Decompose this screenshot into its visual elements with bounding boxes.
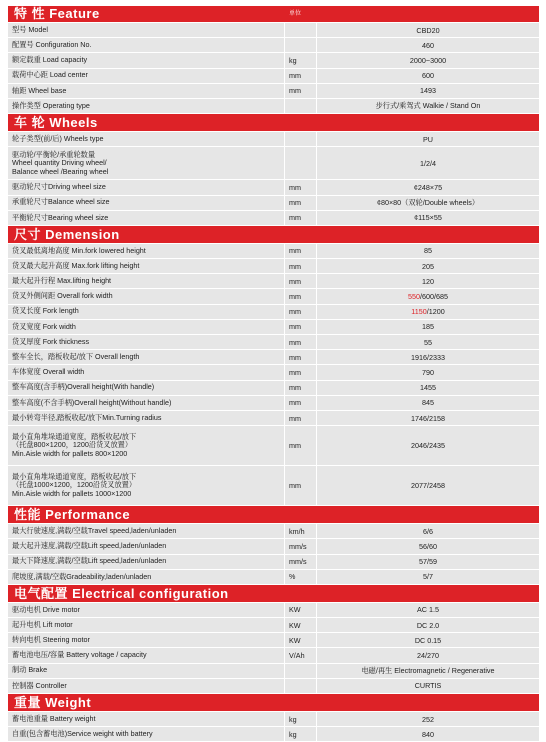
spec-value: 1916/2333 — [316, 350, 539, 364]
spec-value: 55 — [316, 335, 539, 349]
spec-row — [8, 603, 539, 617]
spec-value: 6/6 — [316, 524, 539, 538]
spec-row — [8, 84, 539, 98]
highlight-value: 550 — [408, 292, 420, 302]
spec-row — [8, 53, 539, 67]
spec-label: 最小直角堆垛通道宽度，踏板收起/放下 （托盘800×1200，1200沿货叉放置） Min.Aisle width for pallets 800×1200 — [12, 431, 137, 458]
spec-label: 最大行驶速度,满载/空载Travel speed,laden/unladen — [12, 525, 177, 535]
spec-value: 845 — [316, 396, 539, 410]
spec-row — [8, 727, 539, 741]
section-title: 特 性 Feature — [14, 6, 100, 21]
spec-unit: V/Ah — [284, 648, 316, 662]
spec-row — [8, 570, 539, 584]
spec-unit: kg — [284, 53, 316, 67]
spec-unit — [284, 23, 316, 37]
spec-label: 控制器 Controller — [12, 680, 67, 690]
section-header — [8, 114, 539, 131]
spec-row — [8, 244, 539, 258]
spec-value: 56/60 — [316, 539, 539, 553]
spec-unit: % — [284, 570, 316, 584]
spec-label: 最小转弯半径,踏板收起/放下Min.Turning radius — [12, 412, 162, 422]
spec-label: 自重(包含蓄电池)Service weight with battery — [12, 729, 153, 739]
spec-unit: mm — [284, 196, 316, 210]
spec-value: 85 — [316, 244, 539, 258]
spec-row — [8, 648, 539, 662]
spec-sheet — [8, 6, 539, 742]
spec-unit: mm — [284, 411, 316, 425]
spec-unit: mm — [284, 335, 316, 349]
spec-unit: mm — [284, 320, 316, 334]
section-header — [8, 694, 539, 711]
spec-unit: mm — [284, 381, 316, 395]
spec-unit: mm — [284, 180, 316, 194]
highlight-value: 1150 — [411, 307, 427, 317]
spec-value: 1455 — [316, 381, 539, 395]
spec-unit: mm — [284, 305, 316, 319]
spec-label: 爬坡度,满载/空载Gradeability,laden/unladen — [12, 571, 152, 581]
spec-row — [8, 350, 539, 364]
spec-value: 120 — [316, 274, 539, 288]
spec-label: 货叉最大起升高度 Max.fork lifting height — [12, 260, 140, 270]
spec-value: 57/59 — [316, 555, 539, 569]
spec-label: 载荷中心距 Load center — [12, 70, 88, 80]
spec-label: 平衡轮尺寸Bearing wheel size — [12, 212, 109, 222]
spec-value: ¢80×80（双轮/Double wheels） — [316, 196, 539, 210]
spec-value: 550 /600/685 — [316, 289, 539, 303]
spec-row — [8, 320, 539, 334]
spec-value: 460 — [316, 38, 539, 52]
section-title: 性能 Performance — [14, 507, 131, 523]
spec-unit: mm/s — [284, 539, 316, 553]
spec-unit: mm — [284, 244, 316, 258]
spec-unit: mm — [284, 289, 316, 303]
spec-label: 型号 Model — [12, 24, 48, 34]
spec-value: 790 — [316, 365, 539, 379]
spec-label: 最大起升速度,满载/空载Lift speed,laden/unladen — [12, 541, 167, 551]
spec-label: 车体宽度 Overall width — [12, 367, 85, 377]
spec-value: DC 0.15 — [316, 633, 539, 647]
spec-label: 最大起升行程 Max.lifting height — [12, 276, 112, 286]
section-header — [8, 6, 539, 22]
spec-row — [8, 381, 539, 395]
spec-row — [8, 633, 539, 647]
spec-unit — [284, 132, 316, 146]
spec-value: 1150 /1200 — [316, 305, 539, 319]
spec-row — [8, 305, 539, 319]
section-header — [8, 506, 539, 523]
spec-value: 185 — [316, 320, 539, 334]
spec-value: 24/270 — [316, 648, 539, 662]
spec-label: 货叉厚度 Fork thickness — [12, 336, 90, 346]
spec-value: DC 2.0 — [316, 618, 539, 632]
spec-value: 电磁/再生 Electromagnetic / Regenerative — [316, 664, 539, 678]
unit-column-header: 单位 — [289, 11, 302, 17]
spec-row — [8, 365, 539, 379]
spec-label: 整车高度(含手柄)Overall height(With handle) — [12, 382, 155, 392]
spec-value: 1746/2158 — [316, 411, 539, 425]
spec-row — [8, 196, 539, 210]
spec-unit: kg — [284, 712, 316, 726]
spec-label: 蓄电池重量 Battery weight — [12, 713, 96, 723]
spec-value: AC 1.5 — [316, 603, 539, 617]
spec-unit: mm — [284, 211, 316, 225]
spec-row — [8, 555, 539, 569]
spec-unit: mm — [284, 396, 316, 410]
spec-row — [8, 396, 539, 410]
spec-row — [8, 539, 539, 553]
spec-unit: mm/s — [284, 555, 316, 569]
spec-row — [8, 618, 539, 632]
spec-row — [8, 69, 539, 83]
spec-label: 货叉宽度 Fork width — [12, 321, 76, 331]
spec-value: 252 — [316, 712, 539, 726]
spec-label: 额定载重 Load capacity — [12, 55, 88, 65]
spec-row — [8, 147, 539, 179]
spec-label: 操作类型 Operating type — [12, 100, 90, 110]
spec-row — [8, 99, 539, 113]
spec-unit: KW — [284, 603, 316, 617]
spec-label: 整车全长，踏板收起/放下 Overall length — [12, 352, 140, 362]
spec-unit: mm — [284, 365, 316, 379]
spec-unit: KW — [284, 618, 316, 632]
spec-value: 2077/2458 — [316, 466, 539, 505]
spec-value: 840 — [316, 727, 539, 741]
spec-value: 步行式/乘驾式 Walkie / Stand On — [316, 99, 539, 113]
spec-label: 轮子类型(前/后) Wheels type — [12, 133, 104, 143]
spec-label: 货叉长度 Fork length — [12, 306, 79, 316]
spec-unit: mm — [284, 259, 316, 273]
spec-value: 2046/2435 — [316, 426, 539, 465]
spec-value: ¢248×75 — [316, 180, 539, 194]
spec-value: 2000~3000 — [316, 53, 539, 67]
spec-unit: mm — [284, 84, 316, 98]
spec-row — [8, 712, 539, 726]
section-header — [8, 585, 539, 602]
section-title: 车 轮 Wheels — [14, 115, 98, 131]
spec-label: 承重轮尺寸Balance wheel size — [12, 197, 110, 207]
spec-row — [8, 132, 539, 146]
spec-label: 货叉外侧间距 Overall fork width — [12, 291, 113, 301]
spec-row — [8, 180, 539, 194]
spec-row — [8, 211, 539, 225]
spec-label: 制动 Brake — [12, 665, 48, 675]
section-title: 重量 Weight — [14, 695, 92, 710]
spec-label: 配置号 Configuration No. — [12, 40, 92, 50]
section-title: 电气配置 Electrical configuration — [14, 585, 229, 601]
spec-value: 1493 — [316, 84, 539, 98]
spec-unit: mm — [284, 466, 316, 505]
spec-label: 最小直角堆垛通道宽度，踏板收起/放下 （托盘1000×1200，1200沿货叉放置） Min.Aisle width for pallets 1000×1200 — [12, 471, 137, 498]
spec-unit — [284, 38, 316, 52]
spec-row — [8, 274, 539, 288]
spec-value: 205 — [316, 259, 539, 273]
section-title: 尺寸 Demension — [14, 226, 120, 242]
spec-label: 起升电机 Lift motor — [12, 619, 73, 629]
spec-value: 5/7 — [316, 570, 539, 584]
spec-value: 600 — [316, 69, 539, 83]
spec-label: 驱动电机 Drive motor — [12, 604, 80, 614]
spec-unit: mm — [284, 426, 316, 465]
spec-label: 转向电机 Steering motor — [12, 635, 90, 645]
spec-label: 整车高度(不含手柄)Overall height(Without handle) — [12, 397, 172, 407]
spec-label: 轴距 Wheel base — [12, 85, 67, 95]
spec-label: 蓄电池电压/容量 Battery voltage / capacity — [12, 650, 147, 660]
spec-unit: km/h — [284, 524, 316, 538]
spec-row — [8, 411, 539, 425]
spec-value: ¢115×55 — [316, 211, 539, 225]
spec-value: CBD20 — [316, 23, 539, 37]
spec-unit — [284, 99, 316, 113]
section-header — [8, 226, 539, 243]
spec-label: 货叉最低离地高度 Min.fork lowered height — [12, 245, 146, 255]
spec-row — [8, 289, 539, 303]
spec-unit — [284, 664, 316, 678]
spec-row — [8, 426, 539, 465]
spec-unit: KW — [284, 633, 316, 647]
spec-row — [8, 335, 539, 349]
spec-row — [8, 23, 539, 37]
spec-row — [8, 38, 539, 52]
spec-row — [8, 524, 539, 538]
spec-unit — [284, 147, 316, 179]
spec-value: PU — [316, 132, 539, 146]
spec-unit: mm — [284, 274, 316, 288]
spec-label: 驱动轮/平衡轮/承重轮数量 Wheel quantity Driving wheel/ Balance wheel /Bearing wheel — [12, 149, 109, 176]
spec-row — [8, 664, 539, 678]
spec-row — [8, 466, 539, 505]
spec-row — [8, 259, 539, 273]
spec-value: 1/2/4 — [316, 147, 539, 179]
spec-label: 驱动轮尺寸Driving wheel size — [12, 182, 106, 192]
spec-label: 最大下降速度,满载/空载Lift speed,laden/unladen — [12, 556, 167, 566]
spec-unit: mm — [284, 350, 316, 364]
spec-unit: kg — [284, 727, 316, 741]
spec-unit: mm — [284, 69, 316, 83]
spec-value: CURTIS — [316, 679, 539, 693]
